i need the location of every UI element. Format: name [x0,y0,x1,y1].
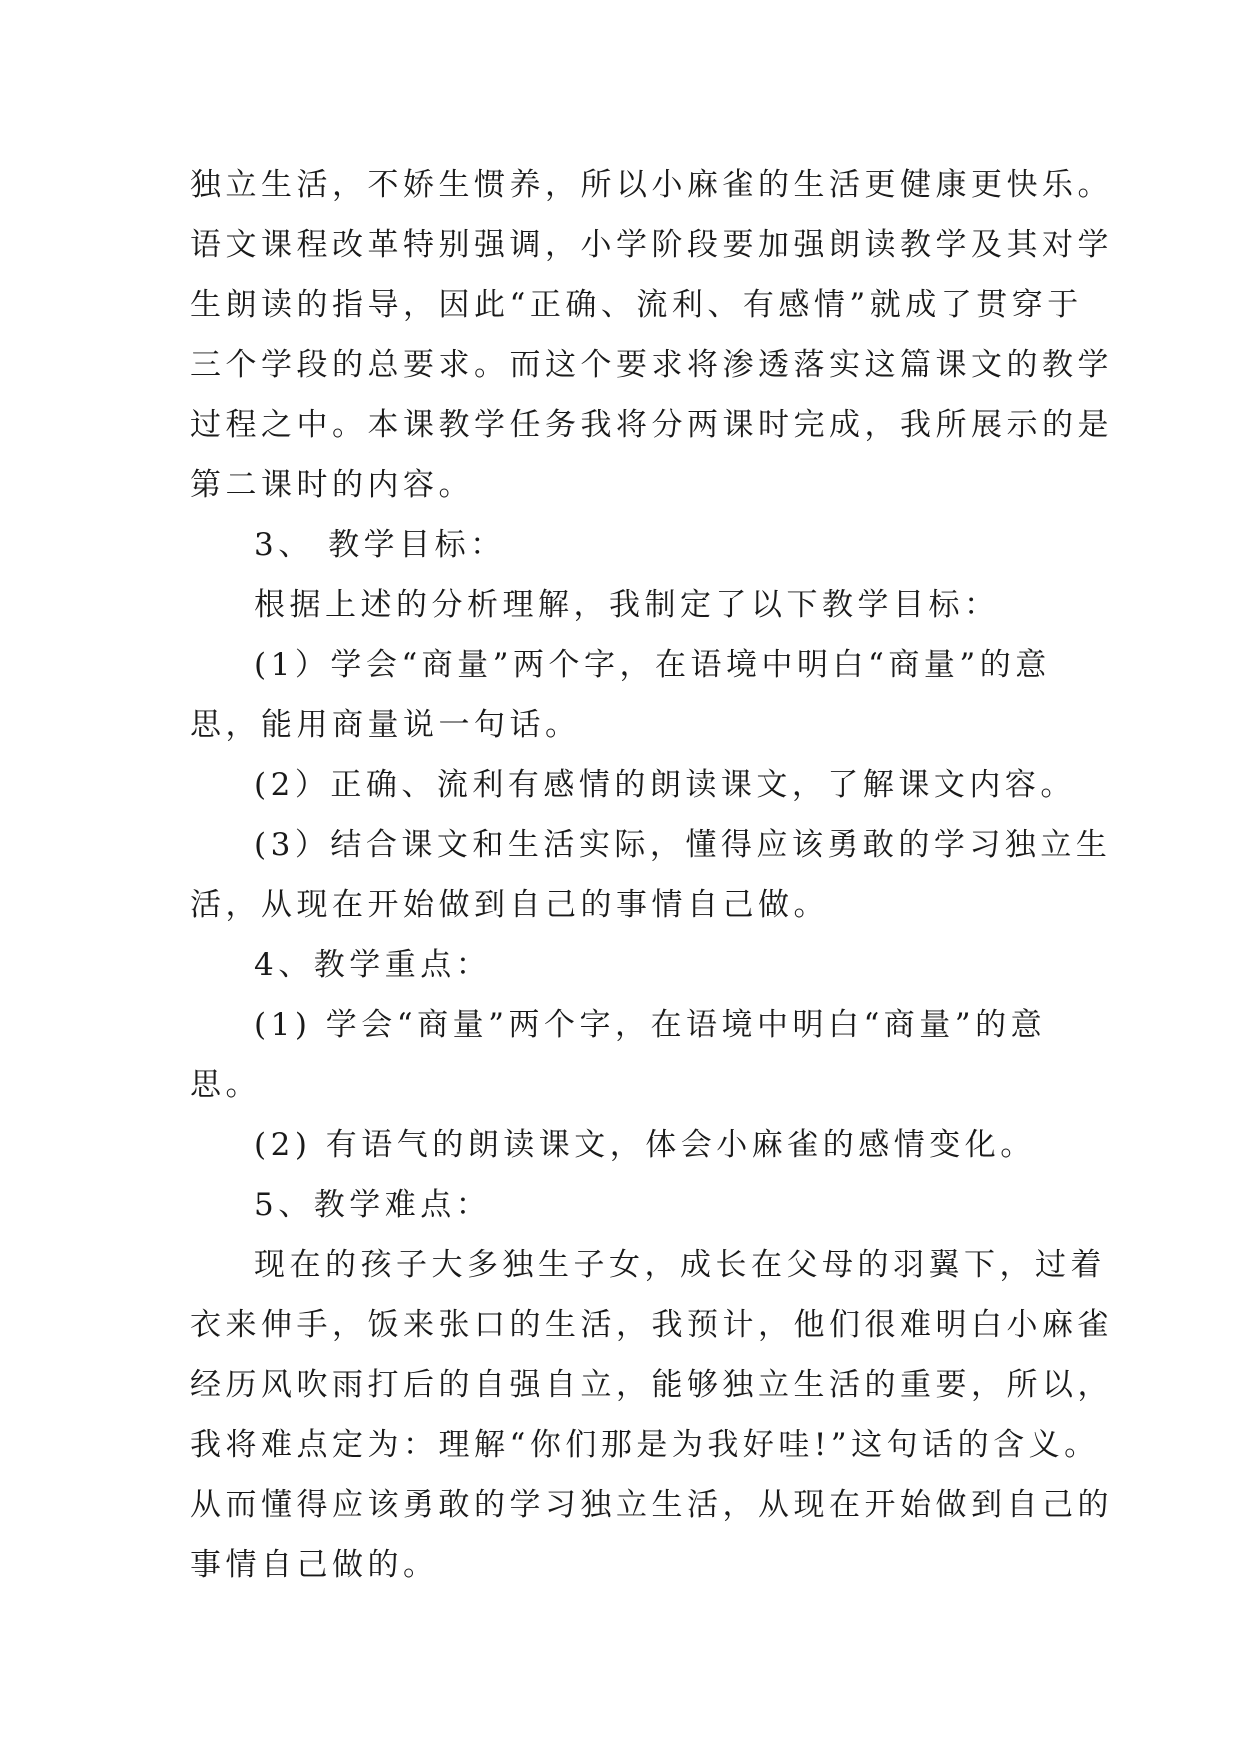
section-heading: 3、 教学目标： [254,527,506,563]
list-item: (2) 有语气的朗读课文，体会小麻雀的感情变化。 [254,1127,1036,1163]
text-line: 思。 [190,1067,261,1103]
text-line: 思，能用商量说一句话。 [190,707,581,743]
list-item: (1) 学会“商量”两个字，在语境中明白“商量”的意 [254,1007,1047,1043]
section-heading: 5、教学难点： [254,1187,492,1223]
list-item: (2）正确、流利有感情的朗读课文，了解课文内容。 [254,767,1076,803]
list-item: (3）结合课文和生活实际，懂得应该勇敢的学习独立生 [254,827,1112,863]
text-line: 现在的孩子大多独生子女，成长在父母的羽翼下，过着 [254,1247,1106,1283]
text-line: 经历风吹雨打后的自强自立，能够独立生活的重要，所以， [190,1367,1113,1403]
list-item: (1）学会“商量”两个字，在语境中明白“商量”的意 [254,647,1051,683]
text-line: 过程之中。本课教学任务我将分两课时完成，我所展示的是 [190,407,1113,443]
text-line: 三个学段的总要求。而这个要求将渗透落实这篇课文的教学 [190,347,1113,383]
text-line: 生朗读的指导，因此“正确、流利、有感情”就成了贯穿于 [190,287,1083,323]
text-line: 事情自己做的。 [190,1547,439,1583]
text-line: 我将难点定为：理解“你们那是为我好哇!”这句话的含义。 [190,1427,1100,1463]
text-line: 根据上述的分析理解，我制定了以下教学目标： [254,587,1000,623]
text-line: 活，从现在开始做到自己的事情自己做。 [190,887,829,923]
text-line: 衣来伸手，饭来张口的生活，我预计，他们很难明白小麻雀 [190,1307,1113,1343]
text-line: 独立生活，不娇生惯养，所以小麻雀的生活更健康更快乐。 [190,167,1113,203]
text-line: 语文课程改革特别强调，小学阶段要加强朗读教学及其对学 [190,227,1113,263]
text-line: 从而懂得应该勇敢的学习独立生活，从现在开始做到自己的 [190,1487,1113,1523]
section-heading: 4、教学重点： [254,947,492,983]
text-line: 第二课时的内容。 [190,467,474,503]
